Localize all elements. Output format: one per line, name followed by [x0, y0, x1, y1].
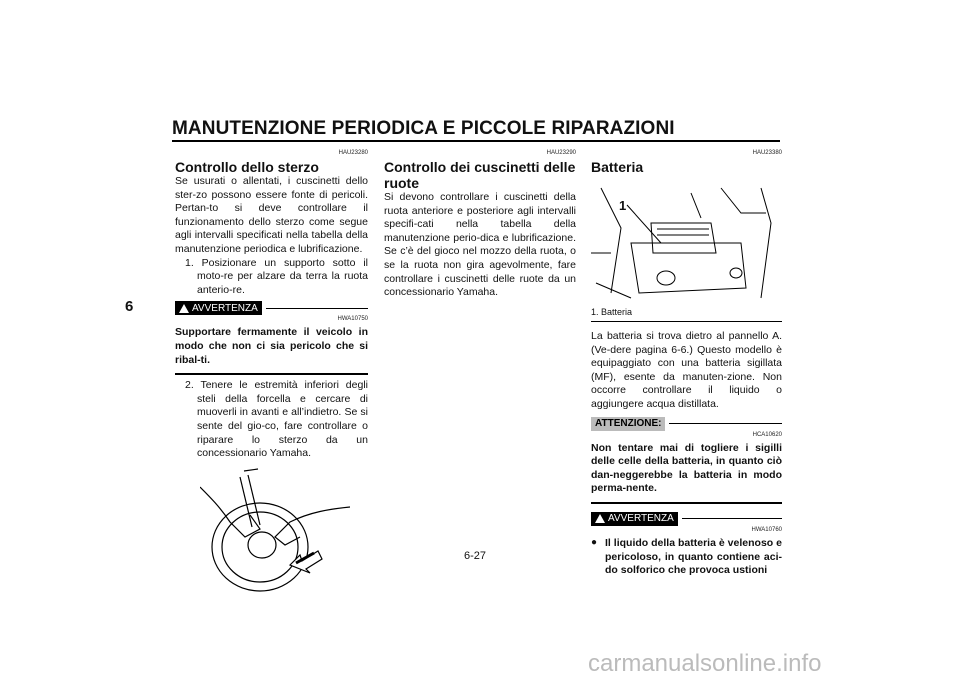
- bullet-icon: ●: [591, 536, 598, 548]
- section-paragraph: La batteria si trova dietro al pannello A. (Ve-dere pagina 6-6.) Questo modello è equipaggiato con una batteria sigillata (MF), esente da manuten-zione. Non occorre controllare il liquido o aggiungere acqua distillata.: [591, 330, 782, 410]
- section-paragraph: Se usurati o allentati, i cuscinetti dello ster-zo possono essere fonte di pericoli. Pertan-to si deve controllare il funzionamento dello sterzo come segue agli intervalli specificati nella tabella della manutenzione periodica e lubrificazione.: [175, 175, 368, 255]
- caution-end-rule: [591, 502, 782, 504]
- page-number: 6-27: [464, 550, 487, 562]
- section-heading: Batteria: [591, 159, 644, 175]
- warning-header: [175, 301, 368, 315]
- warning-rule: [266, 308, 368, 309]
- callout-number: 1: [619, 198, 627, 213]
- warning-bullet-text: Il liquido della batteria è velenoso e pericoloso, in quanto contiene aci-do solforico che provoca ustioni: [605, 536, 782, 577]
- step-2: 2. Tenere le estremità inferiori degli steli della forcella e cercare di muoverli in avanti e all’indietro. Se si sente del gio-co, fare controllare o riparare lo sterzo da un concessionario Yamaha.: [185, 379, 368, 460]
- warning-header: [591, 512, 782, 526]
- warning-bullet: [591, 537, 782, 578]
- section-heading: Controllo dei cuscinetti delle ruote: [384, 159, 576, 191]
- section-heading: Controllo dello sterzo: [175, 159, 319, 175]
- section-paragraph: Si devono controllare i cuscinetti della ruota anteriore e posteriore agli intervalli specifi-cati nella tabella della manutenzione perio-dica e lubrificazione. Se c’è del gioco nel mozzo della ruota, o se la ruota non gira agevolmente, fare controllare i cuscinetti delle ruote da un concessionario Yamaha.: [384, 191, 576, 299]
- warning-badge: [591, 512, 678, 526]
- caption-rule: [591, 321, 782, 322]
- caution-badge: ATTENZIONE:: [591, 417, 665, 431]
- step-1: 1. Posizionare un supporto sotto il moto-re per alzare da terra la ruota anterio-re.: [185, 256, 368, 296]
- warning-code: HWA10760: [751, 526, 782, 533]
- column-steering: [175, 150, 368, 597]
- warning-text: Supportare fermamente il veicolo in modo che non ci sia pericolo che si ribal-ti.: [175, 326, 368, 366]
- page-title: MANUTENZIONE PERIODICA E PICCOLE RIPARAZIONI: [172, 118, 675, 139]
- warning-icon: [179, 304, 189, 313]
- watermark: carmanualsonline.info: [588, 650, 822, 677]
- caution-header: [591, 417, 782, 431]
- warning-end-rule: [175, 373, 368, 375]
- caution-rule: [669, 423, 782, 424]
- warning-rule: [682, 518, 782, 519]
- column-battery: [591, 150, 782, 578]
- column-wheel-bearings: [384, 150, 576, 300]
- battery-illustration: [591, 183, 782, 303]
- section-code: HAU23380: [752, 150, 782, 156]
- warning-label: AVVERTENZA: [192, 302, 258, 314]
- caution-code: HCA10620: [752, 431, 782, 438]
- section-code: HAU23280: [338, 150, 368, 156]
- warning-icon: [595, 514, 605, 523]
- warning-label: AVVERTENZA: [608, 513, 674, 525]
- header-rule: [172, 140, 780, 142]
- warning-code: HWA10750: [337, 316, 368, 323]
- figure-caption: 1. Batteria: [591, 307, 633, 317]
- battery-figure: [591, 183, 782, 303]
- fork-illustration: [200, 467, 350, 592]
- section-code: HAU23290: [546, 150, 576, 156]
- chapter-tab: 6: [125, 298, 134, 315]
- caution-text: Non tentare mai di togliere i sigilli delle celle della batteria, in quanto ciò dan-neggerebbe la batteria in modo perma-nente.: [591, 441, 782, 495]
- warning-badge: [175, 301, 262, 315]
